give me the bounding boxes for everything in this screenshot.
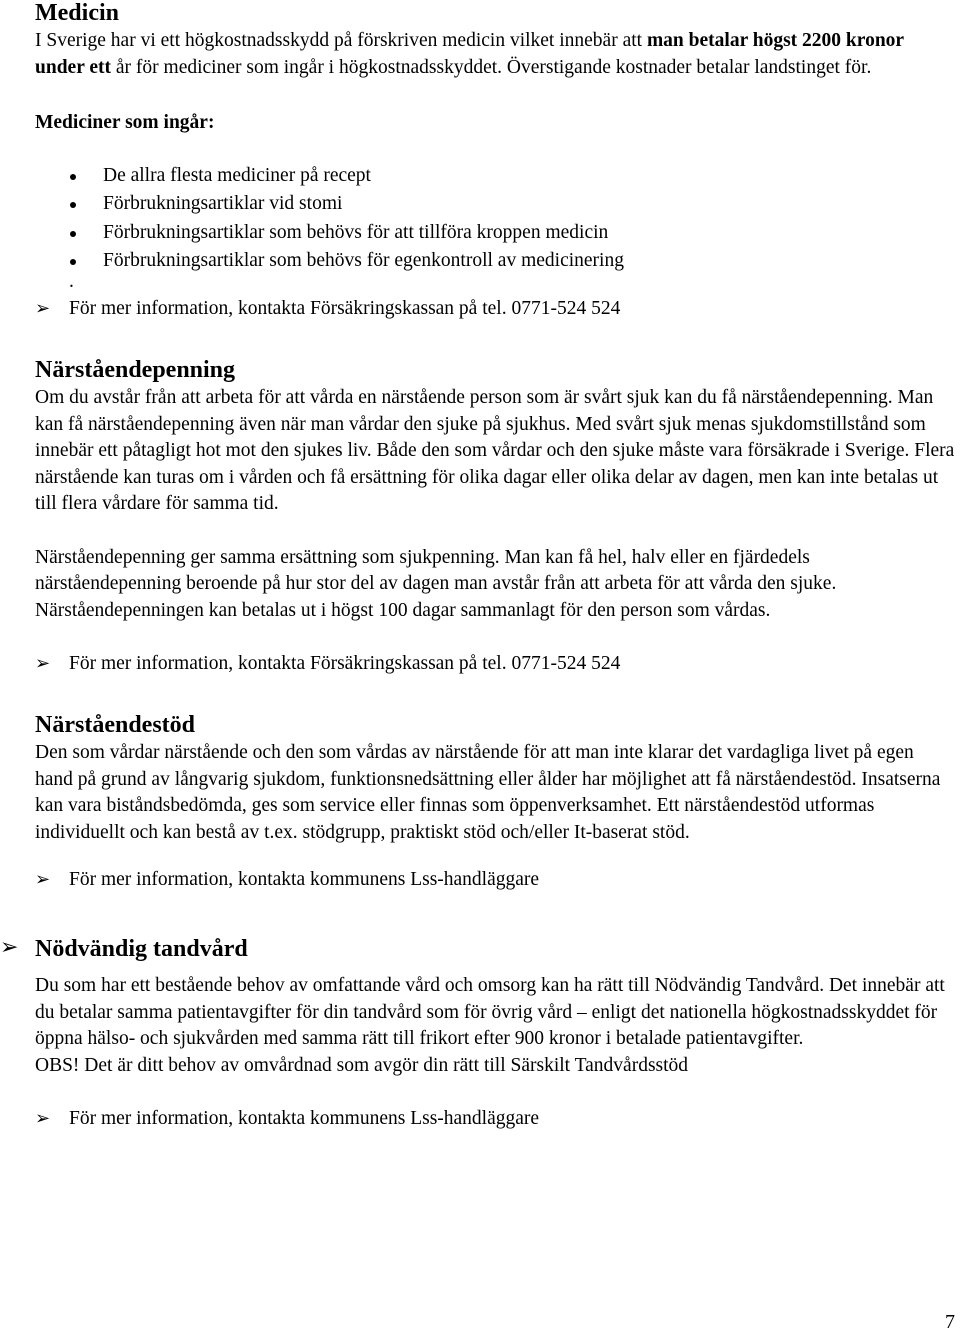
arrowhead-icon: ➢ [35,653,51,675]
list-item: Förbrukningsartiklar vid stomi [35,190,955,218]
tandvard-heading: Nödvändig tandvård [35,936,248,963]
mediciner-subheading: Mediciner som ingår: [35,112,215,133]
tandvard-paragraph-1: Du som har ett bestående behov av omfattande vård och omsorg kan ha rätt till Nödvändig Tandvård. Det innebär att du betalar samma patientavgifter för din tandvård som för övrig vård – enligt det nationella högkostnadsskyddet för öppna hälso- och sjukvården med samma rätt till frikort efter 900 kronor i betalade patientavgifter. [35,975,945,1050]
stray-dot: . [69,271,74,293]
page-number: 7 [945,1311,955,1333]
bullet-icon [70,231,76,237]
bullet-icon [70,174,76,180]
arrowhead-icon: ➢ [35,298,51,320]
mediciner-list [35,162,955,275]
list-item: De allra flesta mediciner på recept [35,162,955,190]
narstaendepenning-info: ➢ För mer information, kontakta Försäkringskassan på tel. 0771-524 524 [35,651,955,677]
medicin-text-bold: man betalar högst 2200 kronor under ett [35,30,904,78]
medicin-paragraph [35,28,945,81]
tandvard-paragraph-2: OBS! Det är ditt behov av omvårdnad som avgör din rätt till Särskilt Tandvårdsstöd [35,1054,689,1076]
tandvard-info: ➢ För mer information, kontakta kommunens Lss-handläggare [35,1106,955,1132]
medicin-info: ➢ För mer information, kontakta Försäkringskassan på tel. 0771-524 524 [35,296,955,322]
narstaendestod-heading: Närståendestöd [35,712,195,739]
medicin-heading: Medicin [35,0,119,26]
narstaendepenning-paragraph-2: Närståendepenning ger samma ersättning som sjukpenning. Man kan få hel, halv eller en fjärdedels närståendepenning beroende på hur stor del av dagen man avstår från att arbeta för att vårda den sjuke. Närståendepenningen kan betalas ut i högst 100 dagar sammanlagt för den person som vårdas. [35,546,837,621]
arrowhead-icon: ➢ [0,935,19,961]
tandvard-heading-row [0,934,955,964]
narstaendestod-paragraph: Den som vårdar närstående och den som vårdas av närstående för att man inte klarar det vardagliga livet på egen hand på grund av långvarig sjukdom, funktionsnedsättning eller ålder har möjlighet att få närståendestöd. Insatserna kan vara biståndsbedömda, ges som service eller finnas som öppenverksamhet. Ett närståendestöd utformas individuellt och kan bestå av t.ex. stödgrupp, praktiskt stöd och/eller It-baserat stöd. [35,742,941,843]
narstaendepenning-heading: Närståendepenning [35,357,236,384]
medicin-text-a: I Sverige har vi ett högkostnadsskydd på förskriven medicin vilket innebär att [35,30,647,51]
list-item: Förbrukningsartiklar som behövs för egenkontroll av medicinering [35,247,955,275]
medicin-text-b: år för mediciner som ingår i högkostnadsskyddet. Överstigande kostnader betalar landstinget för. [111,56,872,78]
list-item: Förbrukningsartiklar som behövs för att tillföra kroppen medicin [35,219,955,247]
bullet-icon [70,259,76,265]
arrowhead-icon: ➢ [35,1108,51,1130]
arrowhead-icon: ➢ [35,869,51,891]
bullet-icon [70,202,76,208]
narstaendestod-info: ➢ För mer information, kontakta kommunens Lss-handläggare [35,867,955,893]
narstaendepenning-paragraph-1: Om du avstår från att arbeta för att vårda en närstående person som är svårt sjuk kan du få närståendepenning. Man kan få närståendepenning även när man vårdar den sjuke på sjukhus. Med svårt sjuk menas sjukdomstillstånd som innebär ett påtagligt hot mot den sjukes liv. Både den som vårdar och den sjuke måste vara försäkrade i Sverige. Flera närstående kan turas om i vården och få ersättning för olika dagar eller olika delar av dagen, men kan inte betalas ut till flera vårdare för samma tid. [35,387,955,515]
